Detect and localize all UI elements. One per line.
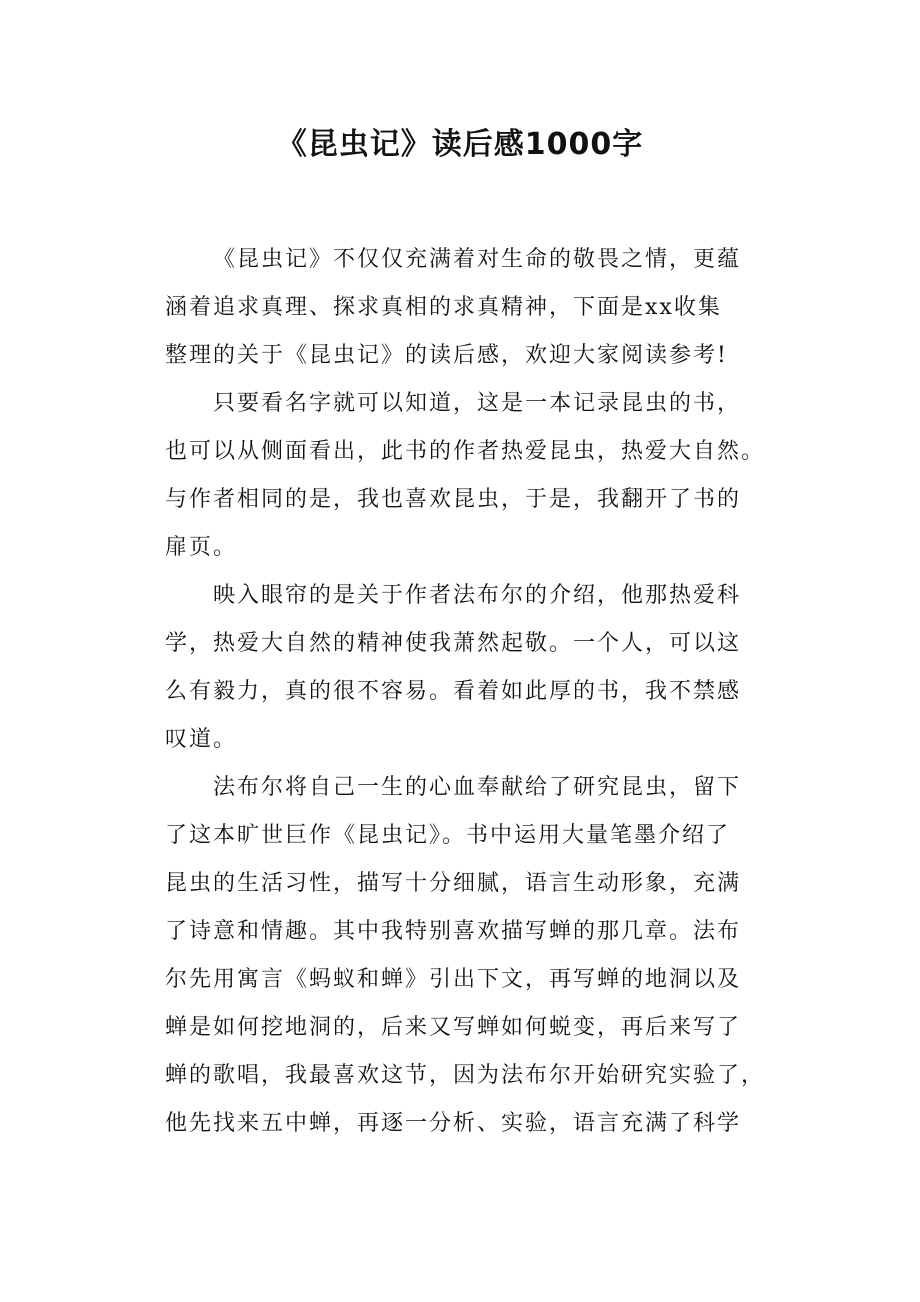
- paragraph-2-line-4: 扉页。: [165, 535, 238, 560]
- paragraph-4-line-4: 了诗意和情趣。其中我特别喜欢描写蝉的那几章。法布: [165, 919, 742, 944]
- document-body: [165, 236, 765, 1148]
- paragraph-4-line-3: 昆虫的生活习性，描写十分细腻，语言生动形象，充满: [165, 871, 742, 896]
- paragraph-4-line-8: 他先找来五中蝉，再逐一分析、实验，语言充满了科学: [165, 1111, 742, 1136]
- paragraph-2-line-3: 与作者相同的是，我也喜欢昆虫，于是，我翻开了书的: [165, 487, 742, 512]
- paragraph-3-line-3: 么有毅力，真的很不容易。看着如此厚的书，我不禁感: [165, 679, 742, 704]
- paragraph-4-line-1: 法布尔将自己一生的心血奉献给了研究昆虫，留下: [213, 775, 742, 800]
- paragraph-3-line-4: 叹道。: [165, 727, 238, 752]
- paragraph-2-line-1: 只要看名字就可以知道，这是一本记录昆虫的书，: [213, 391, 742, 416]
- paragraph-3-line-1: 映入眼帘的是关于作者法布尔的介绍，他那热爱科: [213, 583, 742, 608]
- paragraph-4-line-2: 了这本旷世巨作《昆虫记》。书中运用大量笔墨介绍了: [165, 823, 731, 848]
- paragraph-3-line-2: 学，热爱大自然的精神使我萧然起敬。一个人，可以这: [165, 631, 742, 656]
- paragraph-2-line-2: 也可以从侧面看出，此书的作者热爱昆虫，热爱大自然。: [165, 439, 766, 464]
- document-title: 《昆虫记》读后感1000字: [276, 127, 644, 162]
- paragraph-1-line-2: 涵着追求真理、探求真相的求真精神，下面是xx收集: [165, 295, 722, 320]
- paragraph-4-line-6: 蝉是如何挖地洞的，后来又写蝉如何蜕变，再后来写了: [165, 1015, 742, 1040]
- paragraph-1-line-3: 整理的关于《昆虫记》的读后感，欢迎大家阅读参考!: [165, 343, 728, 368]
- paragraph-1-line-1: 《昆虫记》不仅仅充满着对生命的敬畏之情，更蕴: [213, 247, 742, 272]
- paragraph-4-line-5: 尔先用寓言《蚂蚁和蝉》引出下文，再写蝉的地洞以及: [165, 967, 742, 992]
- paragraph-4-line-7: 蝉的歌唱，我最喜欢这节，因为法布尔开始研究实验了，: [165, 1063, 766, 1088]
